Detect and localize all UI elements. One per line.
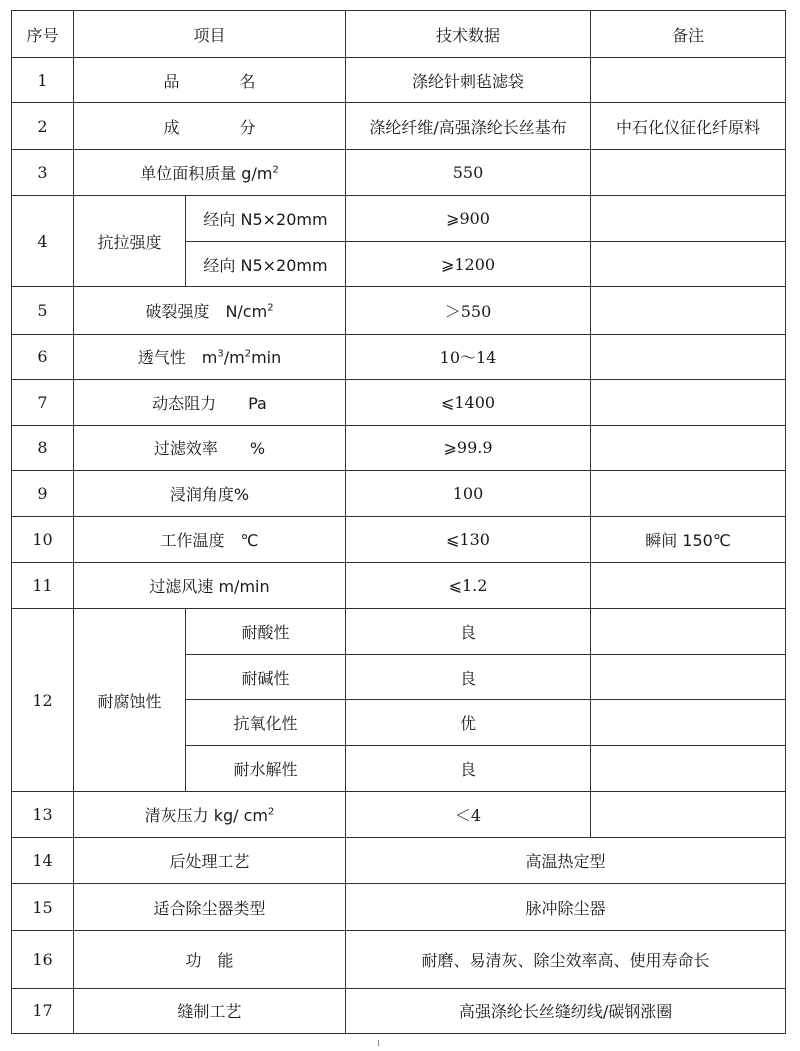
row-item: 过滤效率 %: [74, 425, 346, 470]
row-item: 缝制工艺: [74, 988, 346, 1033]
table-row: [12, 150, 786, 196]
row-data: 10～14: [346, 334, 591, 379]
row-sub-item: 抗氧化性: [186, 700, 346, 746]
row-no: 15: [12, 884, 74, 930]
item-label: /m: [223, 348, 245, 368]
row-data: ＞550: [346, 287, 591, 334]
table-row: [12, 609, 786, 655]
row-group: 抗拉强度: [74, 196, 186, 287]
item-char: 品: [163, 71, 180, 91]
row-note: [591, 379, 786, 425]
table-row: [12, 379, 786, 425]
table-row: [12, 103, 786, 150]
row-note: [591, 655, 786, 700]
item-label: 清灰压力 kg/ cm: [144, 806, 268, 826]
row-no: 4: [12, 196, 74, 287]
header-no: 序号: [12, 11, 74, 58]
row-data: ⩽1.2: [346, 562, 591, 608]
row-item: 工作温度 ℃: [74, 516, 346, 562]
item-label: 破裂强度 N/cm: [145, 302, 268, 321]
row-note: [591, 150, 786, 196]
row-data: 550: [346, 150, 591, 196]
table-row: [12, 470, 786, 516]
item-label: 单位面积质量 g/m: [140, 164, 273, 184]
spec-table: [11, 10, 786, 1034]
row-item: [74, 792, 346, 838]
row-no: 14: [12, 838, 74, 884]
row-no: 12: [12, 609, 74, 792]
row-note: [591, 58, 786, 103]
table-row: [12, 58, 786, 103]
row-item: 浸润角度%: [74, 470, 346, 516]
row-item: [74, 287, 346, 334]
item-label: 透气性 m: [137, 348, 218, 368]
item-char: 名: [239, 71, 256, 91]
row-item: 功 能: [74, 930, 346, 988]
row-no: 9: [12, 470, 74, 516]
row-no: 16: [12, 930, 74, 988]
row-data: 100: [346, 470, 591, 516]
row-note: [591, 792, 786, 838]
row-data: ⩽130: [346, 516, 591, 562]
row-sub-item: 耐酸性: [186, 609, 346, 655]
row-sub-item: 耐碱性: [186, 655, 346, 700]
row-data: ＜4: [346, 792, 591, 838]
row-no: 5: [12, 287, 74, 334]
item-sup: 3: [217, 348, 224, 360]
row-note: [591, 196, 786, 242]
table-row: [12, 562, 786, 608]
row-data: 高强涤纶长丝缝纫线/碳钢涨圈: [346, 988, 786, 1033]
table-row: [12, 425, 786, 470]
row-note: [591, 425, 786, 470]
row-data: 涤纶纤维/高强涤纶长丝基布: [346, 103, 591, 150]
row-no: 8: [12, 425, 74, 470]
row-note: [591, 287, 786, 334]
divider: [378, 1040, 379, 1046]
row-note: [591, 700, 786, 746]
header-item: 项目: [74, 11, 346, 58]
row-item: 适合除尘器类型: [74, 884, 346, 930]
row-data: 高温热定型: [346, 838, 786, 884]
item-sup: 2: [268, 807, 275, 819]
row-item: 动态阻力 Pa: [74, 379, 346, 425]
row-no: 11: [12, 562, 74, 608]
row-data: ⩽1400: [346, 379, 591, 425]
row-note: [591, 470, 786, 516]
row-item: [74, 58, 346, 103]
row-note: 中石化仪征化纤原料: [591, 103, 786, 150]
row-item: 后处理工艺: [74, 838, 346, 884]
row-data: ⩾1200: [346, 242, 591, 287]
table-header-row: [12, 11, 786, 58]
row-note: 瞬间 150℃: [591, 516, 786, 562]
row-item: [74, 150, 346, 196]
row-no: 13: [12, 792, 74, 838]
table-row: [12, 792, 786, 838]
row-no: 10: [12, 516, 74, 562]
row-note: [591, 609, 786, 655]
row-note: [591, 746, 786, 792]
row-data: 优: [346, 700, 591, 746]
row-no: 1: [12, 58, 74, 103]
row-group: 耐腐蚀性: [74, 609, 186, 792]
row-note: [591, 562, 786, 608]
row-no: 2: [12, 103, 74, 150]
row-note: [591, 334, 786, 379]
row-no: 17: [12, 988, 74, 1033]
row-item: [74, 334, 346, 379]
row-data: 良: [346, 746, 591, 792]
row-no: 7: [12, 379, 74, 425]
row-data: 耐磨、易清灰、除尘效率高、使用寿命长: [346, 930, 786, 988]
item-char: 成: [163, 117, 180, 137]
table-row: [12, 196, 786, 242]
row-data: 良: [346, 655, 591, 700]
item-label: min: [251, 348, 282, 368]
table-row: [12, 884, 786, 930]
row-sub-item: 耐水解性: [186, 746, 346, 792]
item-sup: 2: [272, 164, 279, 176]
row-sub-item: 经向 N5×20mm: [186, 196, 346, 242]
row-no: 3: [12, 150, 74, 196]
table-row: [12, 334, 786, 379]
table-row: [12, 516, 786, 562]
row-sub-item: 经向 N5×20mm: [186, 242, 346, 287]
row-item: [74, 103, 346, 150]
row-data: 良: [346, 609, 591, 655]
row-data: ⩾900: [346, 196, 591, 242]
row-data: ⩾99.9: [346, 425, 591, 470]
table-row: [12, 287, 786, 334]
table-row: [12, 930, 786, 988]
row-no: 6: [12, 334, 74, 379]
table-row: [12, 838, 786, 884]
item-sup: 2: [267, 302, 274, 314]
row-item: 过滤风速 m/min: [74, 562, 346, 608]
row-data: 脉冲除尘器: [346, 884, 786, 930]
row-data: 涤纶针刺毡滤袋: [346, 58, 591, 103]
table-row: [12, 988, 786, 1033]
row-note: [591, 242, 786, 287]
item-char: 分: [239, 117, 256, 137]
header-data: 技术数据: [346, 11, 591, 58]
item-sup: 2: [244, 348, 252, 360]
header-note: 备注: [591, 11, 786, 58]
